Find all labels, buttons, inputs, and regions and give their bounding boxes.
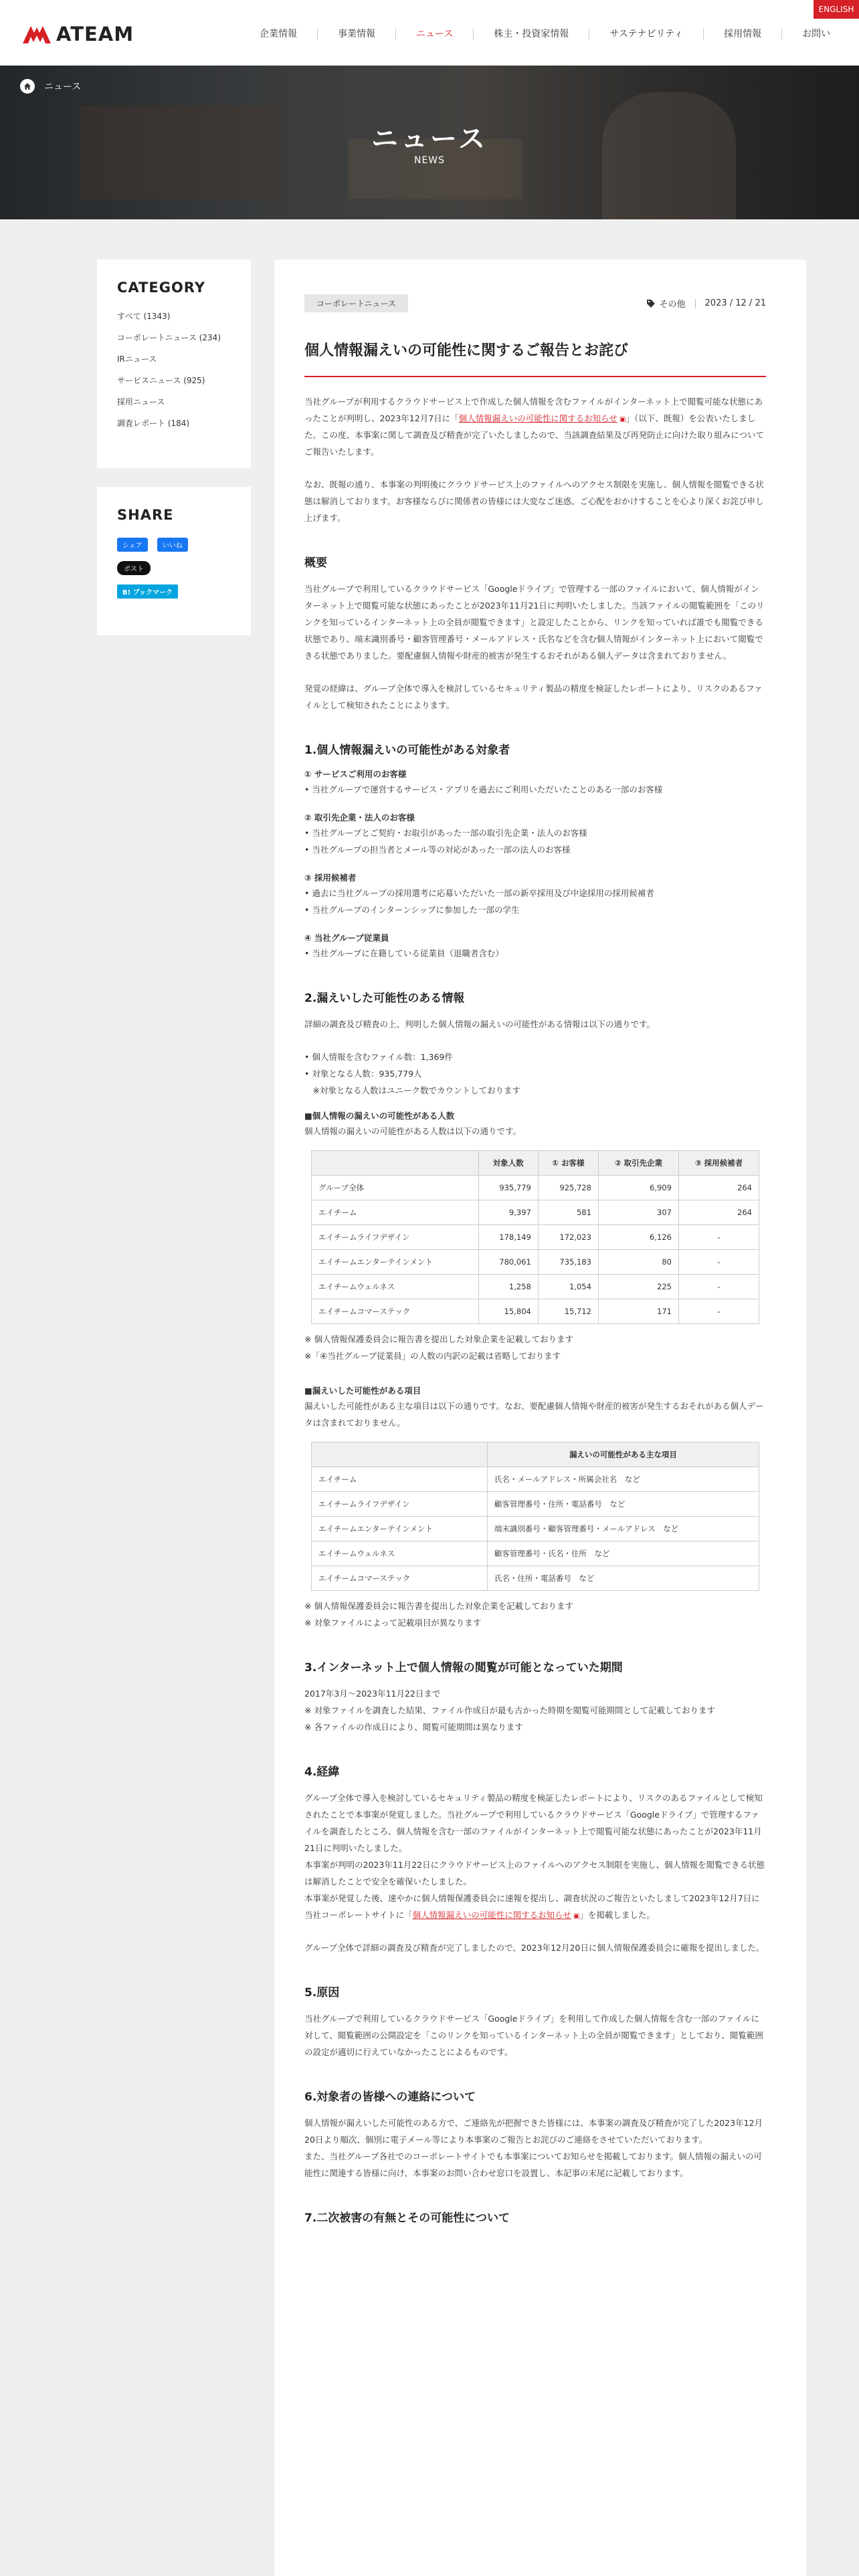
table-row	[312, 1492, 759, 1517]
table-cell: エイチーム	[312, 1467, 488, 1492]
page-subtitle: NEWS	[413, 155, 446, 166]
table-cell: 171	[598, 1299, 678, 1324]
notice-link-2[interactable]: 個人情報漏えいの可能性に関するお知らせ	[412, 1910, 571, 1920]
table-cell: 15,712	[538, 1299, 598, 1324]
table-row	[312, 1467, 759, 1492]
table-row	[312, 1566, 759, 1591]
overview-paragraph-2: 発覚の経緯は、グループ全体で導入を検討しているセキュリティ製品の精度を検証したレポートにより、リスクのあるファイルとして検知されたことによります。	[304, 683, 763, 710]
list-item: • 過去に当社グループの採用選考に応募いただいた一部の新卒採用及び中途採用の採用候補者	[304, 888, 654, 898]
table-cell: エイチーム	[312, 1200, 479, 1225]
table-row	[312, 1176, 759, 1200]
table-cell: エイチームライフデザイン	[312, 1225, 479, 1250]
breadcrumb	[20, 79, 81, 94]
table-cell: 172,023	[538, 1225, 598, 1250]
table1-description: 個人情報の漏えいの可能性がある人数は以下の通りです。	[304, 1126, 522, 1136]
external-link-icon: ▣	[571, 1913, 580, 1920]
hero-banner	[0, 66, 859, 219]
nav-ir[interactable]: 株主・投資家情報	[473, 28, 589, 40]
article-category[interactable]: コーポレートニュース	[304, 294, 408, 312]
timeline-paragraph-4: グループ全体で詳細の調査及び精査が完了しましたので、2023年12月20日に個人情報保護委員会に確報を提出しました。	[304, 1943, 765, 1953]
nav-contact[interactable]: お問い	[781, 28, 850, 40]
table-cell: 1,054	[538, 1275, 598, 1299]
table-cell: エイチームエンターテインメント	[312, 1250, 479, 1275]
table-cell: 925,728	[538, 1176, 598, 1200]
target-group-title: ④ 当社グループ従業員	[304, 933, 389, 943]
target-groups	[304, 768, 766, 962]
tag-icon	[646, 299, 656, 308]
timeline-paragraph-2: 本事案が判明の2023年11月22日にクラウドサービス上のファイルへのアクセス制限を実施し、個人情報を閲覧できる状態は解消したことで安全を確保いたしました。	[304, 1860, 765, 1887]
section4-heading: 4.経緯	[304, 1765, 340, 1779]
period-note: ※ 対象ファイルを調査した結果、ファイル作成日が最も古かった時期を閲覧可能期間として記載しております	[304, 1705, 715, 1715]
table-cell: 顧客管理番号・氏名・住所 など	[487, 1541, 759, 1566]
article	[274, 259, 806, 2576]
nav-recruit[interactable]: 採用情報	[703, 28, 781, 40]
table-cell: 80	[598, 1250, 678, 1275]
category-recruit[interactable]: 採用ニュース	[117, 397, 165, 407]
hatena-bookmark-button[interactable]: B! ブックマーク	[117, 584, 178, 599]
table1-heading: ■個人情報の漏えいの可能性がある人数	[304, 1111, 455, 1121]
list-item: • 当社グループの担当者とメール等の対応があった一部の法人のお客様	[304, 845, 571, 855]
table-cell: 780,061	[478, 1250, 538, 1275]
english-button[interactable]: ENGLISH	[814, 0, 859, 19]
list-item: • 当社グループのインターンシップに参加した一部の学生	[304, 905, 520, 915]
table-row	[312, 1299, 759, 1324]
people-count-table	[311, 1150, 759, 1324]
table-header: 漏えいの可能性がある主な項目	[487, 1442, 759, 1467]
intro-paragraph: 当社グループが利用するクラウドサービス上で作成した個人情報を含むファイルがインターネット上で閲覧可能な状態にあったことが判明し、2023年12月7日に「個人情報漏えいの可能性に関するお知らせ ▣」（以下、既報）を公表いたしました。この度、本事案に関して調査及び精査が完了いたしましたので、当該調査結果及び再発防止に向けた取り組みについてご報告いたします。	[304, 397, 765, 457]
period-line: 2017年3月〜2023年11月22日まで	[304, 1689, 441, 1699]
table-row	[312, 1225, 759, 1250]
target-group-title: ② 取引先企業・法人のお客様	[304, 813, 415, 823]
table-cell: -	[678, 1299, 759, 1324]
logo[interactable]	[21, 23, 134, 45]
table-row	[312, 1541, 759, 1566]
table-cell: エイチームコマーステック	[312, 1299, 479, 1324]
table-cell: 307	[598, 1200, 678, 1225]
cause-paragraph: 当社グループで利用しているクラウドサービス「Googleドライブ」を利用して作成した個人情報を含む一部のファイルに対して、閲覧範囲の公開設定を「このリンクを知っているインターネット上の全員が閲覧できます」としており、閲覧範囲の設定が適切に行えていなかったことによるものです。	[304, 2014, 763, 2057]
external-link-icon: ▣	[617, 416, 626, 423]
nav-news[interactable]: ニュース	[395, 28, 473, 40]
table-cell: 581	[538, 1200, 598, 1225]
table-cell: 端末識別番号・顧客管理番号・メールアドレス など	[487, 1517, 759, 1541]
page-title: ニュース	[371, 124, 488, 154]
table-cell: 15,804	[478, 1299, 538, 1324]
breadcrumb-news[interactable]: ニュース	[44, 82, 82, 92]
table-header: ② 取引先企業	[598, 1151, 678, 1176]
list-item: • 当社グループで運営するサービス・アプリを過去にご利用いただいたことのある一部のお客様	[304, 784, 663, 794]
table2-heading: ■漏えいした可能性がある項目	[304, 1386, 421, 1396]
table2-note: ※ 対象ファイルによって記載項目が異なります	[304, 1618, 482, 1628]
list-item: • 個人情報を含むファイル数：1,369件	[304, 1052, 453, 1062]
table-cell: 氏名・メールアドレス・所属会社名 など	[487, 1467, 759, 1492]
article-meta	[304, 294, 766, 312]
table-row	[312, 1200, 759, 1225]
section5-heading: 5.原因	[304, 1986, 340, 2000]
section2-paragraph: 詳細の調査及び精査の上、判明した個人情報の漏えいの可能性がある情報は以下の通りです。	[304, 1019, 656, 1029]
table1-note: ※「④当社グループ従業員」の人数の内訳の記載は省略しております	[304, 1351, 561, 1361]
table-row	[312, 1275, 759, 1299]
section3-heading: 3.インターネット上で個人情報の閲覧が可能となっていた期間	[304, 1661, 623, 1675]
table-cell: -	[678, 1275, 759, 1299]
table-cell: 1,258	[478, 1275, 538, 1299]
list-item: • 対象となる人数：935,779人	[304, 1069, 422, 1079]
table-cell: エイチームウェルネス	[312, 1541, 488, 1566]
table-row	[312, 1250, 759, 1275]
list-item: ※対象となる人数はユニーク数でカウントしております	[304, 1085, 520, 1095]
timeline-paragraph-1: グループ全体で導入を検討しているセキュリティ製品の精度を検証したレポートにより、リスクのあるファイルとして検知されたことで本事案が発覚しました。当社グループで利用しているクラウドサービス「Googleドライブ」で管理するファイルを調査したところ、個人情報を含む一部のファイルがインターネット上で閲覧可能な状態にあったことが2023年11月21日に判明いたしました。	[304, 1793, 763, 1853]
category-ir[interactable]: IRニュース	[117, 354, 157, 364]
site-header	[0, 0, 859, 66]
category-service[interactable]: サービスニュース (925)	[117, 376, 205, 385]
category-all[interactable]: すべて (1343)	[117, 312, 171, 321]
facebook-share-button[interactable]: シェア	[117, 538, 148, 552]
category-panel	[97, 259, 251, 468]
table-cell: 顧客管理番号・住所・電話番号 など	[487, 1492, 759, 1517]
overview-paragraph-1: 当社グループで利用しているクラウドサービス「Googleドライブ」で管理する一部のファイルにおいて、個人情報がインターネット上で閲覧可能な状態にあったことが2023年11月21日に判明いたしました。当該ファイルの閲覧範囲を「このリンクを知っているインターネット上の全員が閲覧できます」と設定したことから、リンクを知っていれば誰でも閲覧できる状態であり、端末識別番号・顧客管理番号・メールアドレス・氏名などを含む個人情報がインターネット上において閲覧できる状態でありました。要配慮個人情報や財産的被害が発生するおそれがある個人データは含まれておりません。	[304, 584, 765, 661]
table-header: 対象人数	[478, 1151, 538, 1176]
table2-note: ※ 個人情報保護委員会に報告書を提出した対象企業を記載しております	[304, 1601, 573, 1611]
table-cell: 735,183	[538, 1250, 598, 1275]
notice-link[interactable]: 個人情報漏えいの可能性に関するお知らせ	[458, 413, 617, 423]
section1-heading: 1.個人情報漏えいの可能性がある対象者	[304, 744, 510, 757]
article-date: 2023 / 12 / 21	[704, 298, 766, 308]
x-post-button[interactable]: ポスト	[117, 561, 151, 575]
nav-company[interactable]: 企業情報	[260, 29, 297, 39]
target-group-title: ① サービスご利用のお客様	[304, 769, 407, 779]
table-cell: エイチームウェルネス	[312, 1275, 479, 1299]
list-item: • 当社グループとご契約・お取引があった一部の取引先企業・法人のお客様	[304, 828, 587, 838]
table1-note: ※ 個人情報保護委員会に報告書を提出した対象企業を記載しております	[304, 1334, 573, 1344]
table-cell: -	[678, 1225, 759, 1250]
table-cell: 225	[598, 1275, 678, 1299]
table-cell: エイチームライフデザイン	[312, 1492, 488, 1517]
contact-paragraph-2: また、当社グループ各社でのコーポレートサイトでも本事案についてお知らせを掲載しております。個人情報の漏えいの可能性に関連する皆様に向け、本事案のお問い合わせ窓口を設置し、本記事の末尾に記載しております。	[304, 2151, 763, 2178]
table-cell: 氏名・住所・電話番号 など	[487, 1566, 759, 1591]
overview-heading: 概要	[304, 556, 327, 570]
table-cell: 178,149	[478, 1225, 538, 1250]
table-cell: 264	[678, 1176, 759, 1200]
home-icon[interactable]	[20, 79, 35, 94]
section7-heading: 7.二次被害の有無とその可能性について	[304, 2212, 510, 2225]
table-header: ③ 採用候補者	[678, 1151, 759, 1176]
table-cell: 935,779	[478, 1176, 538, 1200]
category-corporate[interactable]: コーポレートニュース (234)	[117, 333, 221, 342]
table-cell: -	[678, 1250, 759, 1275]
table-header	[312, 1151, 479, 1176]
table-cell: グループ全体	[312, 1176, 479, 1200]
table-header: ① お客様	[538, 1151, 598, 1176]
nav-business[interactable]: 事業情報	[317, 28, 395, 40]
ateam-logo-icon	[21, 23, 52, 45]
period-note: ※ 各ファイルの作成日により、閲覧可能期間は異なります	[304, 1722, 523, 1732]
table-cell: 6,126	[598, 1225, 678, 1250]
section6-heading: 6.対象者の皆様への連絡について	[304, 2090, 476, 2104]
target-group-title: ③ 採用候補者	[304, 873, 357, 883]
share-panel	[97, 487, 251, 635]
leaked-items-table	[311, 1442, 759, 1591]
facebook-like-button[interactable]: いいね	[157, 538, 188, 552]
apology-paragraph: なお、既報の通り、本事案の判明後にクラウドサービス上のファイルへのアクセス制限を実施し、個人情報を閲覧できる状態は解消しております。お客様ならびに関係者の皆様には大変なご迷惑、ご心配をおかけすることを心より深くお詫び申し上げます。	[304, 479, 764, 523]
contact-paragraph-1: 個人情報が漏えいした可能性のある方で、ご連絡先が把握できた皆様には、本事案の調査及び精査が完了した2023年12月20日より順次、個別に電子メール等により本事案のご報告とお詫びのご連絡をさせていただいております。	[304, 2118, 763, 2145]
section2-heading: 2.漏えいした可能性のある情報	[304, 992, 465, 1005]
table-row	[312, 1517, 759, 1541]
table-cell: エイチームエンターテインメント	[312, 1517, 488, 1541]
article-title: 個人情報漏えいの可能性に関するご報告とお詫び	[304, 339, 766, 377]
category-report[interactable]: 調査レポート (184)	[117, 419, 190, 428]
main-nav	[248, 28, 850, 40]
list-item: • 当社グループに在籍している従業員（退職者含む）	[304, 948, 504, 958]
share-title: SHARE	[117, 507, 174, 523]
table-cell: 6,909	[598, 1176, 678, 1200]
nav-sustainability[interactable]: サステナビリティ	[589, 28, 703, 40]
category-title: CATEGORY	[117, 280, 206, 296]
table2-description: 漏えいした可能性がある主な項目は以下の通りです。なお、要配慮個人情報や財産的被害が発生するおそれがある個人データは含まれておりません。	[304, 1401, 764, 1428]
article-tag[interactable]: その他	[659, 300, 686, 310]
timeline-paragraph-3: 本事案が発覚した後、速やかに個人情報保護委員会に速報を提出し、調査状況のご報告といたしまして2023年12月7日に当社コーポレートサイトに「個人情報漏えいの可能性に関するお知らせ ▣」を掲載しました。	[304, 1893, 760, 1920]
table-cell: 9,397	[478, 1200, 538, 1225]
table-header	[312, 1442, 488, 1467]
table-cell: 264	[678, 1200, 759, 1225]
logo-text: ATEAM	[56, 23, 134, 45]
table-cell: エイチームコマーステック	[312, 1566, 488, 1591]
